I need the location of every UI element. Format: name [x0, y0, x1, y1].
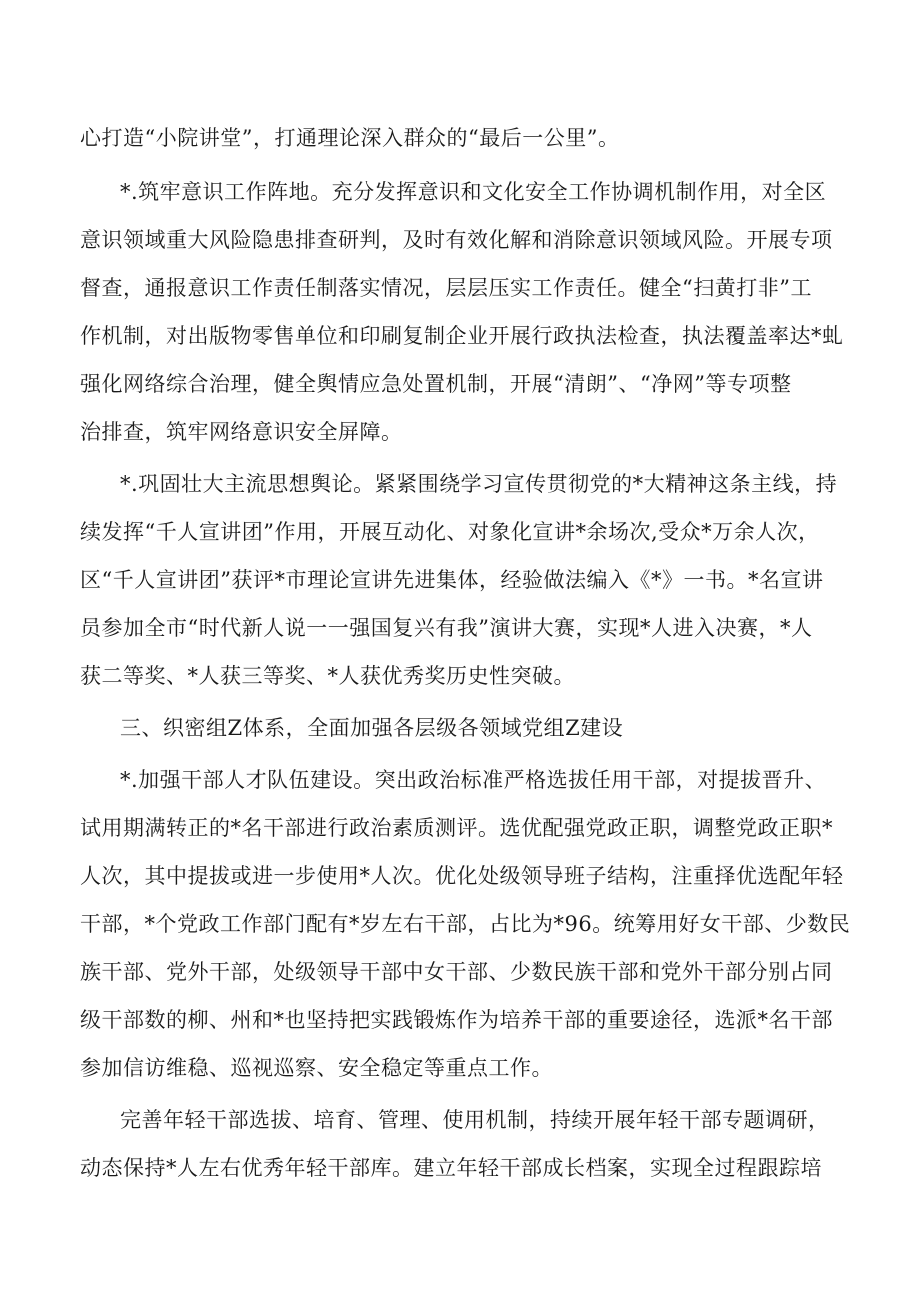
text-line: 动态保持*人左右优秀年轻干部库。建立年轻干部成长档案，实现全过程跟踪培 — [80, 1156, 822, 1180]
text-line: 干部，*个党政工作部门配有*岁左右干部，占比为*96。统筹用好女干部、少数民 — [80, 912, 851, 936]
paragraph-start-line: 完善年轻干部选拔、培育、管理、使用机制，持续开展年轻干部专题调研， — [120, 1108, 830, 1132]
text-line: 级干部数的柳、州和*也坚持把实践锻炼作为培养干部的重要途径，选派*名干部 — [80, 1008, 833, 1032]
text-line: 心打造“小院讲堂”，打通理论深入群众的“最后一公里”。 — [80, 126, 620, 150]
text-line: 续发挥“千人宣讲团”作用，开展互动化、对象化宣讲*余场次,受众*万余人次， — [80, 520, 820, 544]
text-line: 区“千人宣讲团”获评*市理论宣讲先进集体，经验做法编入《*》一书。*名宣讲 — [80, 568, 824, 592]
text-line: 督查，通报意识工作责任制落实情况，层层压实工作责任。健全“扫黄打非”工 — [80, 276, 812, 300]
text-line: 族干部、党外干部，处级领导干部中女干部、少数民族干部和党外干部分别占同 — [80, 960, 833, 984]
text-line: 意识领域重大风险隐患排查研判，及时有效化解和消除意识领域风险。开展专项 — [80, 228, 833, 252]
paragraph-start-line: *.加强干部人才队伍建设。突出政治标准严格选拔任用干部，对提拔晋升、 — [120, 768, 827, 792]
text-line: 获二等奖、*人获三等奖、*人获优秀奖历史性突破。 — [80, 664, 575, 688]
text-line: 人次，其中提拔或进一步使用*人次。优化处级领导班子结构，注重择优选配年轻 — [80, 864, 844, 888]
text-line: 参加信访维稳、巡视巡察、安全稳定等重点工作。 — [80, 1056, 553, 1080]
text-line: 治排查，筑牢网络意识安全屏障。 — [80, 420, 403, 444]
paragraph-start-line: *.巩固壮大主流思想舆论。紧紧围绕学习宣传贯彻党的*大精神这条主线，持 — [120, 472, 838, 496]
paragraph-start-line: *.筑牢意识工作阵地。充分发挥意识和文化安全工作协调机制作用，对全区 — [120, 180, 827, 204]
text-line: 试用期满转正的*名干部进行政治素质测评。选优配强党政正职，调整党政正职* — [80, 816, 833, 840]
text-line: 员参加全市“时代新人说一一强国复兴有我”演讲大赛，实现*人进入决赛，*人 — [80, 616, 813, 640]
text-line: 强化网络综合治理，健全舆情应急处置机制，开展“清朗”、“净网”等专项整 — [80, 372, 792, 396]
text-line: 作机制，对出版物零售单位和印刷复制企业开展行政执法检查，执法覆盖率达*虬 — [80, 324, 844, 348]
section-heading: 三、织密组Z体系，全面加强各层级各领域党组Z建设 — [120, 716, 624, 740]
